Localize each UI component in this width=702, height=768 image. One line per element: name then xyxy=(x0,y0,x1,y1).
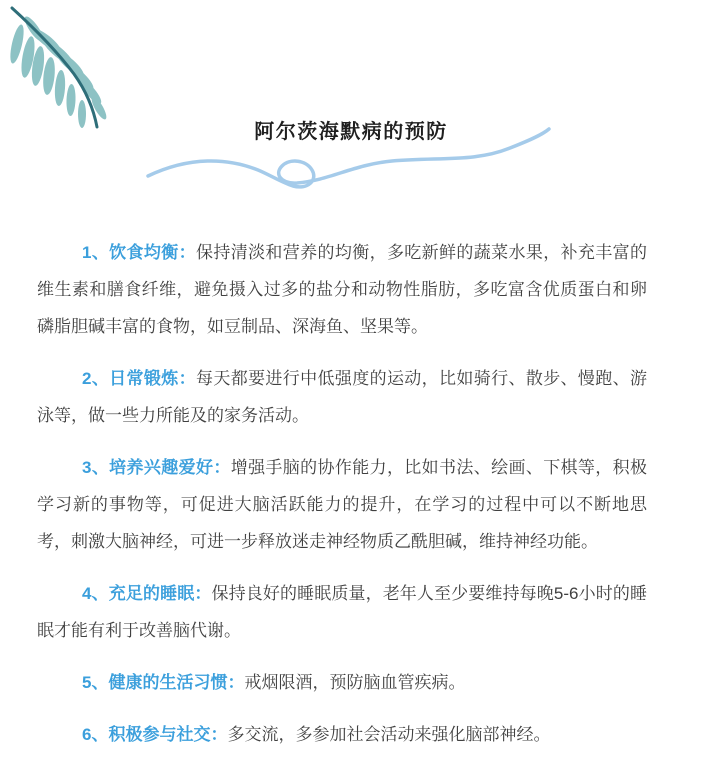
item-text: 每天都要进行中低强度的运动，比如骑行、散步、慢跑、游泳等，做一些力所能及的家务活动。 xyxy=(37,369,647,425)
article-body xyxy=(37,234,647,768)
item-heading: 5、健康的生活习惯： xyxy=(82,673,245,692)
item-text: 保持清淡和营养的均衡，多吃新鲜的蔬菜水果，补充丰富的维生素和膳食纤维，避免摄入过多的盐分和动物性脂肪，多吃富含优质蛋白和卵磷脂胆碱丰富的食物，如豆制品、深海鱼、坚果等。 xyxy=(37,243,647,336)
list-item-hobbies xyxy=(37,449,647,560)
item-text: 多交流，多参加社会活动来强化脑部神经。 xyxy=(227,725,551,744)
item-heading: 1、饮食均衡： xyxy=(82,243,196,262)
list-item-diet xyxy=(37,234,647,345)
list-item-social xyxy=(37,716,647,753)
list-item-sleep xyxy=(37,575,647,649)
item-heading: 4、充足的睡眠： xyxy=(82,584,212,603)
fern-leaf-decoration xyxy=(4,2,116,134)
fern-leaf-icon xyxy=(4,2,116,134)
swirl-line-icon xyxy=(138,118,560,196)
list-item-exercise xyxy=(37,360,647,434)
flourish-decoration xyxy=(138,118,560,196)
item-heading: 2、日常锻炼： xyxy=(82,369,196,388)
list-item-habits xyxy=(37,664,647,701)
item-heading: 6、积极参与社交： xyxy=(82,725,228,744)
item-text: 保持良好的睡眠质量，老年人至少要维持每晚5-6小时的睡眠才能有利于改善脑代谢。 xyxy=(37,584,647,640)
page-title: 阿尔茨海默病的预防 xyxy=(254,121,448,143)
item-text: 增强手脑的协作能力，比如书法、绘画、下棋等，积极学习新的事物等，可促进大脑活跃能力的提升，在学习的过程中可以不断地思考，刺激大脑神经，可进一步释放迷走神经物质乙酰胆碱，维持神经功能。 xyxy=(37,458,647,551)
swirl-path xyxy=(148,129,549,187)
item-text: 戒烟限酒，预防脑血管疾病。 xyxy=(244,673,466,692)
item-heading: 3、培养兴趣爱好： xyxy=(82,458,231,477)
